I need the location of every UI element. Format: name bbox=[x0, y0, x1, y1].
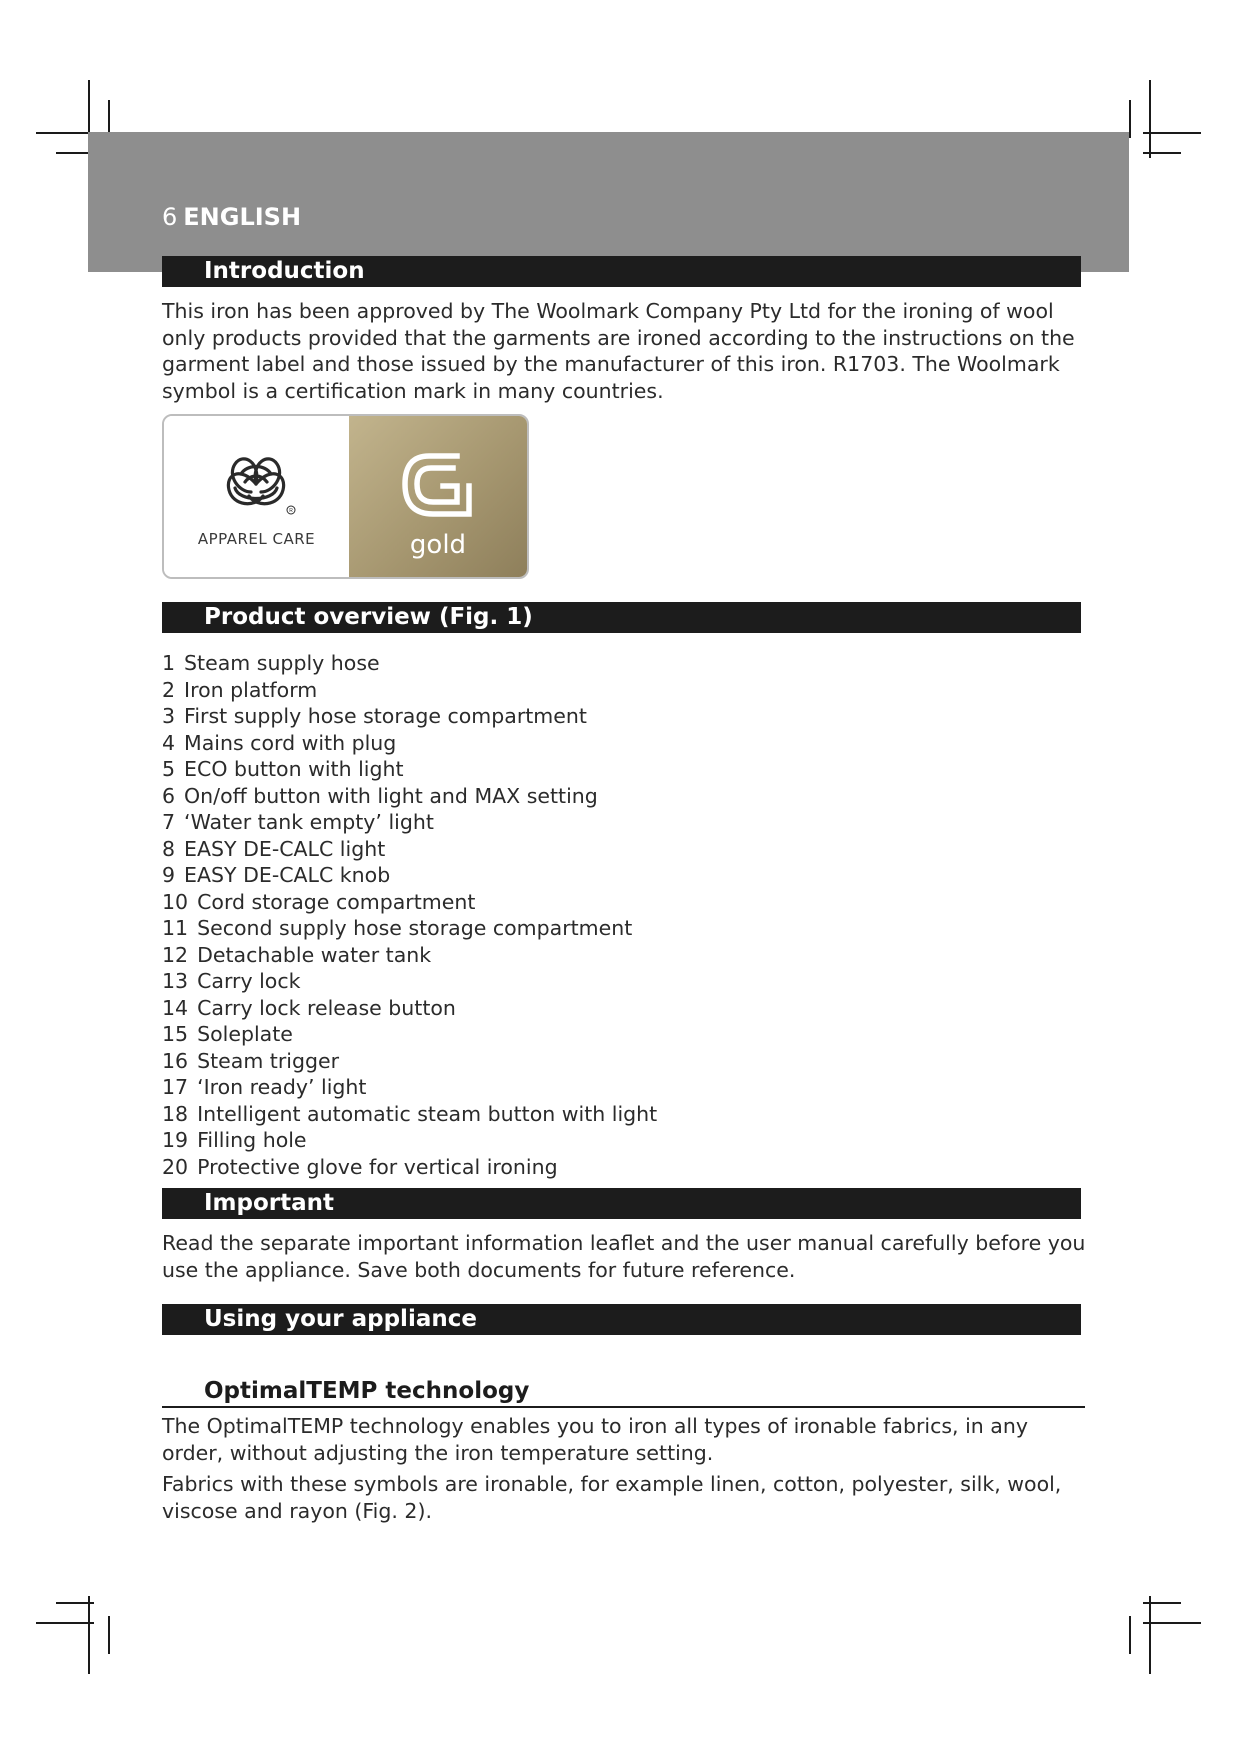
crop-mark bbox=[1143, 152, 1181, 154]
overview-item-number: 16 bbox=[162, 1048, 189, 1073]
overview-item-label: First supply hose storage compartment bbox=[184, 704, 587, 728]
overview-item-label: Steam trigger bbox=[197, 1048, 340, 1073]
overview-item bbox=[162, 677, 657, 704]
overview-item bbox=[162, 730, 657, 757]
overview-item-label: ‘Water tank empty’ light bbox=[184, 810, 434, 834]
subheading-rule bbox=[162, 1406, 1085, 1408]
crop-mark bbox=[108, 1616, 110, 1654]
overview-item-number: 17 bbox=[162, 1075, 189, 1099]
page-language: ENGLISH bbox=[183, 203, 302, 231]
overview-item-number: 11 bbox=[162, 916, 189, 940]
optimaltemp-text-1: The OptimalTEMP technology enables you to iron all types of ironable fabrics, in any order, without adjusting the iron temperature setting. bbox=[162, 1414, 1028, 1465]
crop-mark bbox=[1143, 132, 1201, 134]
crop-mark bbox=[88, 1596, 90, 1674]
gold-g-icon bbox=[399, 450, 479, 522]
overview-item bbox=[162, 968, 657, 995]
crop-mark bbox=[1143, 1602, 1181, 1604]
overview-item bbox=[162, 915, 657, 942]
overview-item-label: Intelligent automatic steam button with light bbox=[197, 1101, 658, 1126]
overview-item-number: 3 bbox=[162, 704, 176, 728]
crop-mark bbox=[1129, 1616, 1131, 1654]
overview-item-label: ECO button with light bbox=[184, 757, 404, 781]
overview-item-number: 10 bbox=[162, 889, 189, 914]
woolmark-icon bbox=[211, 444, 301, 524]
overview-item-label: On/off button with light and MAX setting bbox=[184, 783, 598, 808]
overview-item-number: 13 bbox=[162, 969, 189, 993]
apparel-care-label: APPAREL CARE bbox=[197, 530, 316, 548]
section-title-product-overview: Product overview (Fig. 1) bbox=[162, 602, 1081, 633]
overview-item-number: 12 bbox=[162, 942, 189, 967]
overview-item-label: Carry lock bbox=[197, 969, 301, 993]
crop-mark bbox=[1149, 80, 1151, 158]
crop-mark bbox=[36, 1622, 94, 1624]
overview-item bbox=[162, 836, 657, 863]
overview-item-label: Second supply hose storage compartment bbox=[197, 916, 633, 940]
overview-item bbox=[162, 1021, 657, 1048]
overview-item bbox=[162, 1154, 657, 1181]
crop-mark bbox=[1149, 1596, 1151, 1674]
overview-item-label: EASY DE-CALC light bbox=[184, 836, 386, 861]
overview-item bbox=[162, 1101, 657, 1128]
overview-item bbox=[162, 1074, 657, 1101]
overview-item-number: 6 bbox=[162, 783, 176, 808]
overview-item-number: 18 bbox=[162, 1101, 189, 1126]
important-text: Read the separate important information leaflet and the user manual carefully before you use the appliance. Save both documents for future reference. bbox=[162, 1231, 1086, 1282]
overview-item-label: Iron platform bbox=[184, 677, 318, 702]
overview-item-number: 8 bbox=[162, 836, 176, 861]
woolmark-apparel-care-panel bbox=[164, 416, 349, 577]
overview-item-label: Filling hole bbox=[197, 1128, 307, 1152]
overview-item bbox=[162, 942, 657, 969]
overview-item bbox=[162, 1048, 657, 1075]
crop-mark bbox=[56, 1602, 94, 1604]
overview-item-number: 9 bbox=[162, 863, 176, 887]
optimaltemp-text-2: Fabrics with these symbols are ironable, for example linen, cotton, polyester, silk, wool, viscose and rayon (Fig. 2). bbox=[162, 1472, 1062, 1523]
gold-label: gold bbox=[409, 530, 467, 560]
overview-item-number: 15 bbox=[162, 1022, 189, 1046]
overview-item-label: Detachable water tank bbox=[197, 942, 432, 967]
overview-item-number: 5 bbox=[162, 757, 176, 781]
overview-item-number: 20 bbox=[162, 1154, 189, 1179]
overview-item-number: 7 bbox=[162, 810, 176, 834]
overview-item-label: Carry lock release button bbox=[197, 995, 456, 1020]
section-title-important: Important bbox=[162, 1188, 1081, 1219]
overview-item-label: EASY DE-CALC knob bbox=[184, 863, 391, 887]
page-label bbox=[162, 200, 301, 234]
gold-panel bbox=[349, 416, 527, 577]
overview-item bbox=[162, 703, 657, 730]
crop-mark bbox=[1129, 100, 1131, 138]
overview-item-label: Mains cord with plug bbox=[184, 730, 397, 755]
overview-item bbox=[162, 650, 657, 677]
product-overview-list bbox=[162, 650, 657, 1180]
overview-item-number: 4 bbox=[162, 730, 176, 755]
overview-item bbox=[162, 862, 657, 889]
page-number: 6 bbox=[162, 203, 178, 231]
subheading-optimaltemp: OptimalTEMP technology bbox=[204, 1378, 530, 1404]
section-title-introduction: Introduction bbox=[162, 256, 1081, 287]
overview-item bbox=[162, 809, 657, 836]
svg-text:R: R bbox=[289, 508, 293, 514]
overview-item bbox=[162, 783, 657, 810]
overview-item-number: 1 bbox=[162, 651, 176, 675]
introduction-text: This iron has been approved by The Woolmark Company Pty Ltd for the ironing of wool only products provided that the garments are ironed according to the instructions on the garment label and those issued by the manufacturer of this iron. R1703. The Woolmark symbol is a certification mark in many countries. bbox=[162, 299, 1075, 403]
overview-item-number: 19 bbox=[162, 1128, 189, 1152]
crop-mark bbox=[1143, 1622, 1201, 1624]
overview-item-number: 2 bbox=[162, 677, 176, 702]
overview-item bbox=[162, 995, 657, 1022]
overview-item-label: ‘Iron ready’ light bbox=[197, 1075, 367, 1099]
overview-item-label: Cord storage compartment bbox=[197, 889, 476, 914]
overview-item-label: Steam supply hose bbox=[184, 651, 380, 675]
overview-item bbox=[162, 889, 657, 916]
overview-item-label: Protective glove for vertical ironing bbox=[197, 1154, 558, 1179]
woolmark-logo bbox=[162, 414, 529, 579]
overview-item-label: Soleplate bbox=[197, 1022, 293, 1046]
section-title-using-appliance: Using your appliance bbox=[162, 1304, 1081, 1335]
crop-mark bbox=[36, 132, 94, 134]
overview-item bbox=[162, 756, 657, 783]
overview-item-number: 14 bbox=[162, 995, 189, 1020]
overview-item bbox=[162, 1127, 657, 1154]
